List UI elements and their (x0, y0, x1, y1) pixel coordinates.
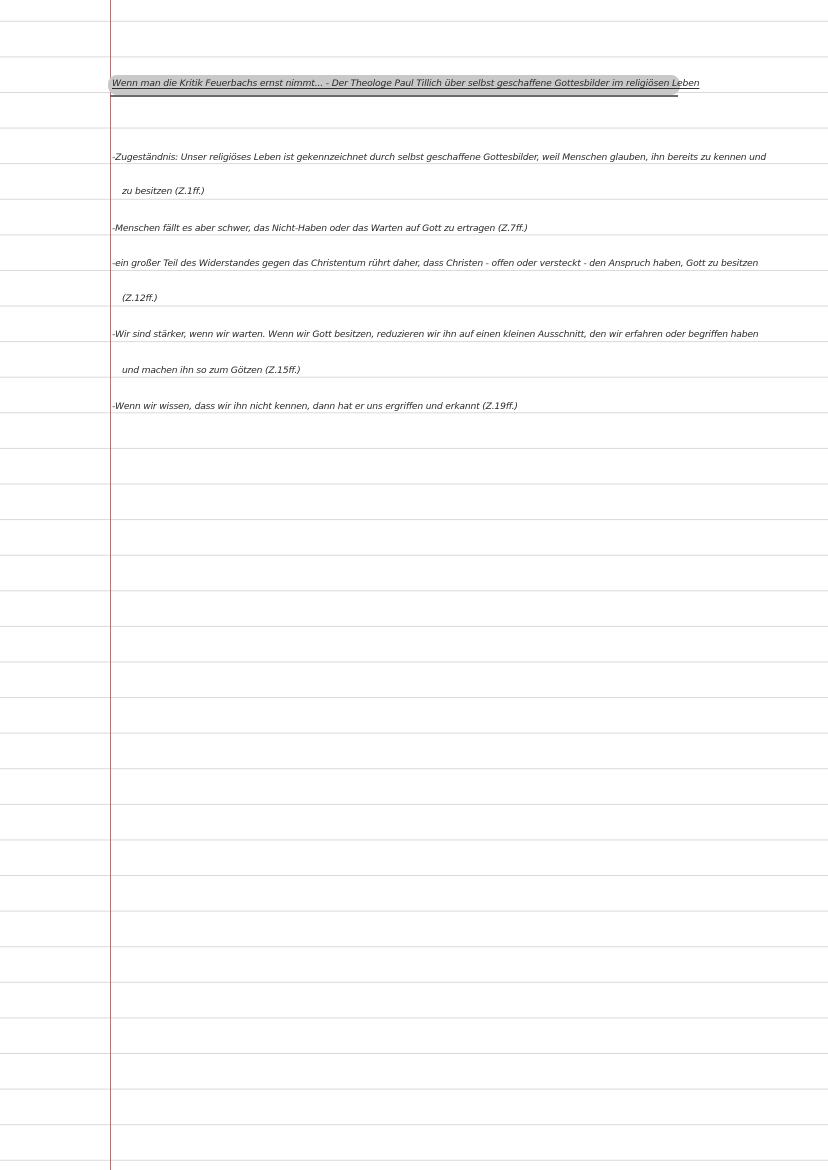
note-line-7: und machen ihn so zum Götzen (Z.15ff.) (122, 365, 301, 376)
margin-line (110, 0, 111, 1170)
note-line-3: -Menschen fällt es aber schwer, das Nicht-Haben oder das Warten auf Gott zu ertragen (Z.7ff.) (112, 223, 528, 234)
note-line-2: zu besitzen (Z.1ff.) (122, 186, 205, 197)
page-title: Wenn man die Kritik Feuerbachs ernst nimmt... - Der Theologe Paul Tillich über selbst geschaffene Gottesbilder im religiösen Leben (108, 75, 680, 95)
note-line-1: -Zugeständnis: Unser religiöses Leben ist gekennzeichnet durch selbst geschaffene Gottesbilder, weil Menschen glauben, ihn bereits zu kennen und (112, 152, 767, 163)
title-underline (110, 95, 678, 97)
note-line-6: -Wir sind stärker, wenn wir warten. Wenn wir Gott besitzen, reduzieren wir ihn auf einen kleinen Ausschnitt, den wir erfahren oder begriffen haben (112, 329, 759, 340)
note-line-8: -Wenn wir wissen, dass wir ihn nicht kennen, dann hat er uns ergriffen und erkannt (Z.19ff.) (112, 401, 518, 412)
note-line-4: -ein großer Teil des Widerstandes gegen das Christentum rührt daher, dass Christen - offen oder versteckt - den Anspruch haben, Gott zu besitzen (112, 258, 759, 269)
note-line-5: (Z.12ff.) (122, 293, 158, 304)
